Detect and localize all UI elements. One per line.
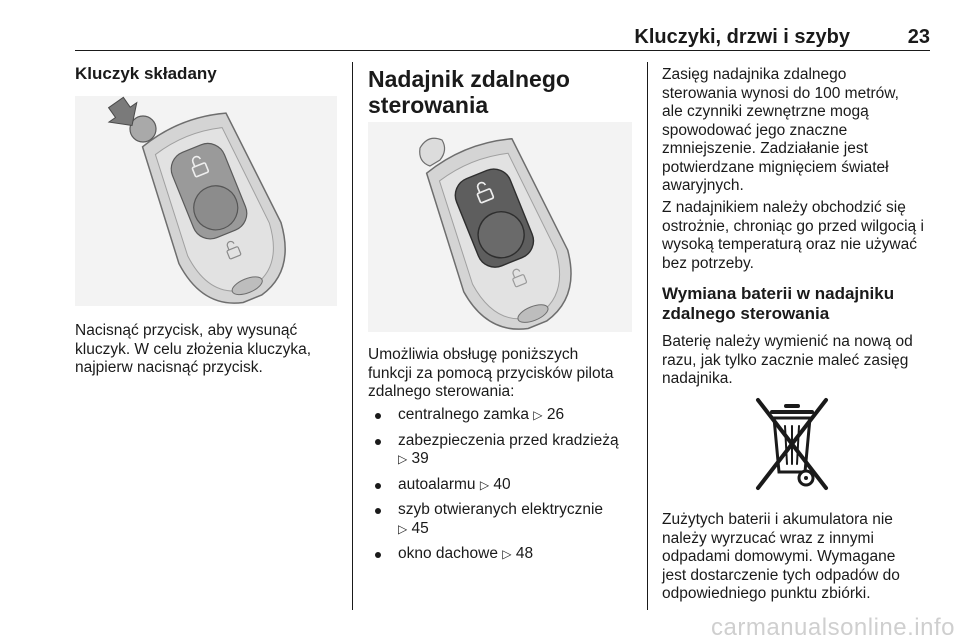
cross-reference-arrow-icon: ▷ bbox=[398, 452, 408, 466]
text-line: wysoką temperaturą oraz nie używać bbox=[662, 236, 918, 253]
bullet-dot bbox=[375, 552, 381, 558]
text-line: Z nadajnikiem należy obchodzić się bbox=[662, 199, 906, 216]
text-line: razu, jak tylko zacznie maleć zasięg bbox=[662, 351, 909, 369]
folding-key-heading: Kluczyk składany bbox=[75, 64, 217, 83]
range-paragraph bbox=[662, 66, 899, 196]
heading-line: Nadajnik zdalnego bbox=[368, 66, 570, 92]
cross-reference-arrow-icon: ▷ bbox=[479, 477, 490, 492]
list-item-text: okno dachowe bbox=[398, 545, 498, 562]
list-item-text: centralnego zamka bbox=[398, 406, 529, 423]
text-line: potwierdzane mignięciem świateł bbox=[662, 158, 889, 176]
cross-reference-page[interactable]: 39 bbox=[411, 450, 429, 467]
text-line: bez potrzeby. bbox=[662, 254, 754, 272]
bullet-dot bbox=[375, 508, 381, 514]
care-paragraph bbox=[662, 199, 924, 273]
crossed-out-wheelie-bin-icon bbox=[742, 392, 842, 498]
text-line: należy wyrzucać wraz z innymi bbox=[662, 529, 874, 547]
text-line: najpierw nacisnąć przycisk. bbox=[75, 359, 263, 376]
watermark: carmanualsonline.info bbox=[711, 614, 955, 641]
text-line: awaryjnych. bbox=[662, 177, 744, 194]
remote-control-heading bbox=[368, 66, 570, 118]
page-number: 23 bbox=[907, 26, 930, 48]
column-divider-2 bbox=[647, 62, 648, 610]
list-item-text: szyb otwieranych elektrycznie bbox=[398, 501, 604, 518]
list-item-text: autoalarmu bbox=[398, 475, 476, 493]
text-line: spowodować jego znaczne bbox=[662, 121, 848, 139]
running-header-title: Kluczyki, drzwi i szyby bbox=[634, 26, 850, 48]
text-line: Zużytych baterii i akumulatora nie bbox=[662, 511, 893, 528]
heading-line: Wymiana baterii w nadajniku bbox=[662, 284, 895, 303]
text-line: Nacisnąć przycisk, aby wysunąć bbox=[75, 322, 298, 339]
remote-control-intro bbox=[368, 346, 614, 402]
list-item bbox=[368, 545, 643, 564]
cross-reference-arrow-icon: ▷ bbox=[398, 521, 408, 536]
remote-functions-list bbox=[368, 406, 643, 571]
text-line: Baterię należy wymienić na nową od bbox=[662, 333, 913, 350]
battery-replacement-heading bbox=[662, 284, 894, 324]
heading-line: zdalnego sterowania bbox=[662, 304, 830, 323]
text-line: Zasięg nadajnika zdalnego bbox=[662, 66, 847, 83]
list-item bbox=[368, 476, 643, 495]
cross-reference-arrow-icon: ▷ bbox=[502, 547, 512, 561]
battery-replacement-paragraph bbox=[662, 333, 913, 389]
bullet-dot bbox=[375, 439, 381, 445]
cross-reference-arrow-icon: ▷ bbox=[533, 408, 543, 422]
heading-line: sterowania bbox=[368, 92, 489, 118]
remote-control-illustration bbox=[368, 122, 632, 332]
text-line: odpowiedniego punktu zbiórki. bbox=[662, 585, 871, 602]
bullet-dot bbox=[375, 483, 381, 489]
folding-key-icon bbox=[75, 96, 337, 306]
cross-reference-page[interactable]: 40 bbox=[493, 475, 511, 493]
text-line: ale czynniki zewnętrzne mogą bbox=[662, 103, 869, 120]
list-item-text: zabezpieczenia przed kradzieżą bbox=[398, 431, 619, 449]
text-line: sterowania wynosi do 100 metrów, bbox=[662, 84, 899, 102]
bullet-dot bbox=[375, 413, 381, 419]
text-line: Umożliwia obsługę poniższych bbox=[368, 346, 579, 363]
text-line: funkcji za pomocą przycisków pilota bbox=[368, 364, 614, 382]
text-line: zdalnego sterowania: bbox=[368, 383, 515, 400]
list-item bbox=[368, 406, 643, 425]
header-rule bbox=[75, 50, 930, 51]
column-divider-1 bbox=[352, 62, 353, 610]
text-line: odpadami domowymi. Wymagane bbox=[662, 548, 896, 565]
text-line: nadajnika. bbox=[662, 370, 733, 387]
list-item bbox=[368, 501, 643, 538]
cross-reference-page[interactable]: 48 bbox=[515, 545, 534, 562]
folding-key-illustration bbox=[75, 96, 337, 306]
cross-reference-page[interactable]: 45 bbox=[411, 519, 429, 537]
list-item bbox=[368, 432, 643, 469]
text-line: jest dostarczenie tych odpadów do bbox=[662, 566, 900, 584]
remote-key-icon bbox=[368, 122, 632, 332]
text-line: zmniejszenie. Zadziałanie jest bbox=[662, 140, 868, 157]
disposal-paragraph bbox=[662, 511, 900, 604]
folding-key-text bbox=[75, 322, 311, 378]
text-line: ostrożnie, chroniąc go przed wilgocią i bbox=[662, 217, 924, 235]
text-line: kluczyk. W celu złożenia kluczyka, bbox=[75, 340, 312, 358]
cross-reference-page[interactable]: 26 bbox=[546, 406, 565, 423]
